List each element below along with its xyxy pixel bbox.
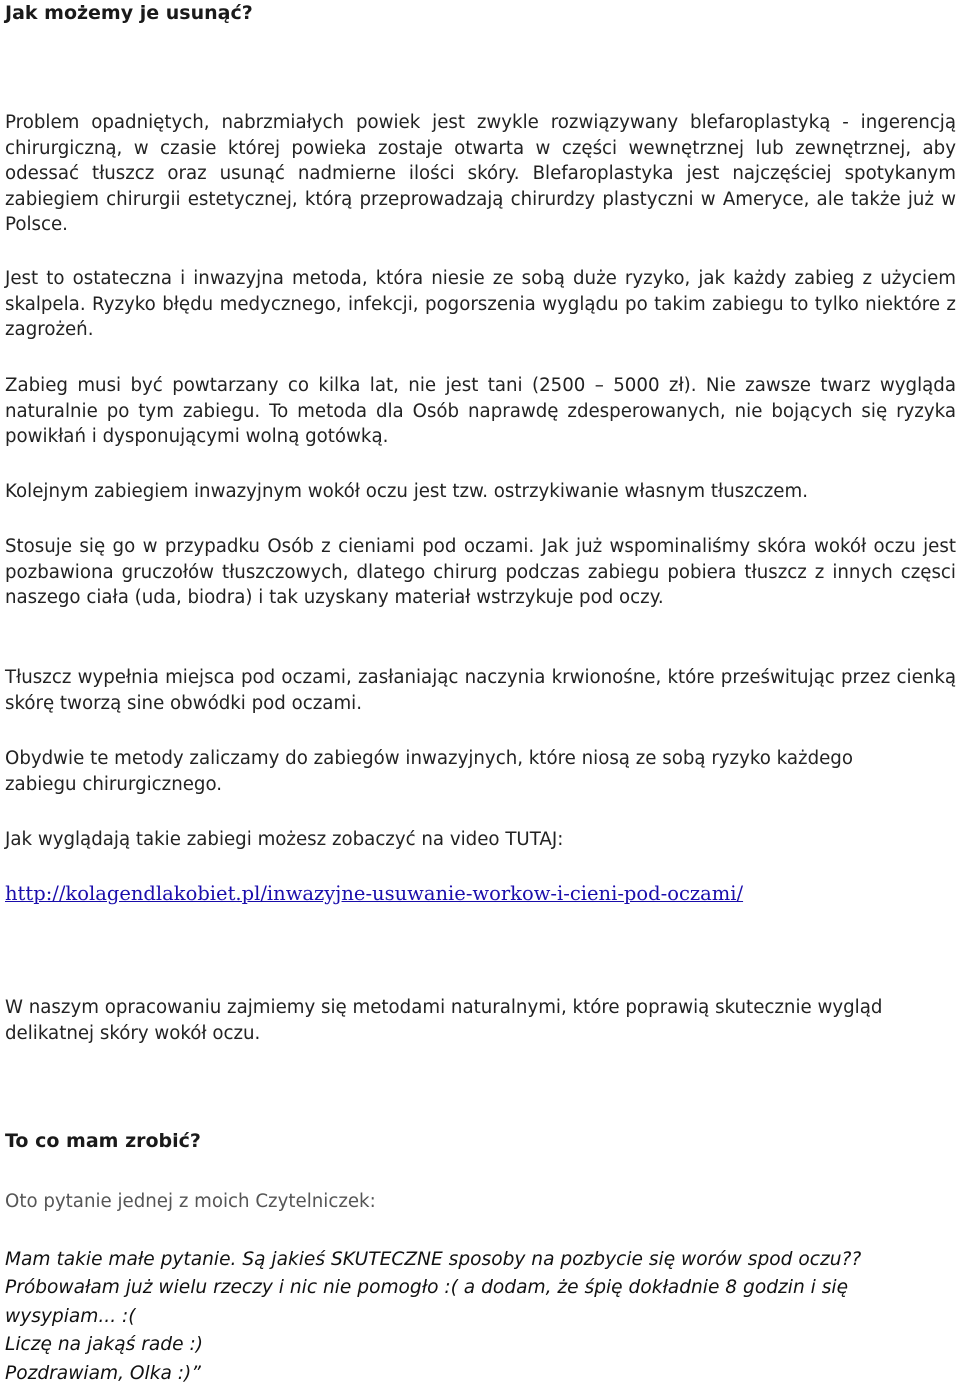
paragraph-both-methods: Obydwie te metody zaliczamy do zabiegów inwazyjnych, które niosą ze sobą ryzyko każdego zabiegu chirurgicznego.: [5, 748, 853, 795]
paragraph-blepharoplasty: [5, 110, 956, 238]
paragraph-cost-part1: Zabieg musi być powtarzany co kilka lat, nie jest tani (2500 – 5000 zł).: [5, 375, 697, 396]
paragraph-blepharoplasty-part2: Blefaroplastyka jest najczęściej spotykanym zabiegiem chirurgii estetycznej, którą przeprowadzają chirurdzy plastyczni w Ameryce, ale także już w Polsce.: [5, 163, 956, 235]
section-heading-remove: Jak możemy je usunąć?: [5, 2, 253, 24]
paragraph-cost: [5, 373, 956, 450]
reader-quote-signature: Pozdrawiam, Olka :)”: [5, 1362, 201, 1384]
reader-quote-hope: Liczę na jakąś rade :): [5, 1334, 203, 1356]
paragraph-cost-part3: To metoda dla Osób naprawdę zdesperowanych, nie bojących się ryzyka powikłań i dysponującymi wolną gotówką.: [5, 400, 956, 447]
paragraph-reader-question: Oto pytanie jednej z moich Czytelniczek:: [5, 1191, 376, 1212]
paragraph-blepharoplasty-part1: Problem opadniętych, nabrzmiałych powiek jest zwykle rozwiązywany blefaroplastyką - ingerencją chirurgiczną, w czasie której powieka zostaje otwarta w części wewnętrznej lub zewnętrznej, aby odessać tłuszcz oraz usunąć nadmierne ilości skóry.: [5, 112, 956, 184]
paragraph-video: Jak wyglądają takie zabiegi możesz zobaczyć na video TUTAJ:: [5, 829, 564, 850]
paragraph-dark-circles-part1: Stosuje się go w przypadku Osób z cieniami pod oczami.: [5, 536, 535, 557]
video-link[interactable]: http://kolagendlakobiet.pl/inwazyjne-usuwanie-workow-i-cieni-pod-oczami/: [5, 882, 744, 905]
reader-quote: [5, 1246, 935, 1388]
paragraph-natural-methods: W naszym opracowaniu zajmiemy się metodami naturalnymi, które poprawią skutecznie wygląd delikatnej skóry wokół oczu.: [5, 997, 883, 1044]
section-heading-what-to-do: To co mam zrobić?: [5, 1130, 201, 1152]
paragraph-invasive-risk: [5, 266, 956, 343]
paragraph-dark-circles: [5, 534, 956, 611]
paragraph-cost-part2: Nie zawsze twarz wygląda naturalnie po tym zabiegu.: [5, 375, 956, 422]
reader-quote-question: Mam takie małe pytanie. Są jakieś SKUTECZNE sposoby na pozbycie się worów spod oczu?? Próbowałam już wielu rzeczy i nic nie pomogło :( a dodam, że śpię dokładnie 8 godzin i się wysypiam... :(: [5, 1249, 862, 1327]
paragraph-dark-circles-part2: Jak już wspominaliśmy skóra wokół oczu jest pozbawiona gruczołów tłuszczowych, dlatego chirurg podczas zabiegu pobiera tłuszcz z innych częsci naszego ciała (uda, biodra) i tak uzyskany materiał wstrzykuje pod oczy.: [5, 536, 956, 608]
paragraph-invasive-risk-part2: Ryzyko błędu medycznego, infekcji, pogorszenia wyglądu po takim zabiegu to tylko niektóre z zagrożeń.: [5, 293, 956, 340]
paragraph-fat-fills: Tłuszcz wypełnia miejsca pod oczami, zasłaniając naczynia krwionośne, które prześwitując przez cienką skórę tworzą sine obwódki pod oczami.: [5, 667, 956, 714]
paragraph-invasive-risk-part1: Jest to ostateczna i inwazyjna metoda, która niesie ze sobą duże ryzyko, jak każdy zabieg z użyciem skalpela.: [5, 268, 956, 315]
paragraph-fat-injection: Kolejnym zabiegiem inwazyjnym wokół oczu jest tzw. ostrzykiwanie własnym tłuszczem.: [5, 481, 808, 502]
